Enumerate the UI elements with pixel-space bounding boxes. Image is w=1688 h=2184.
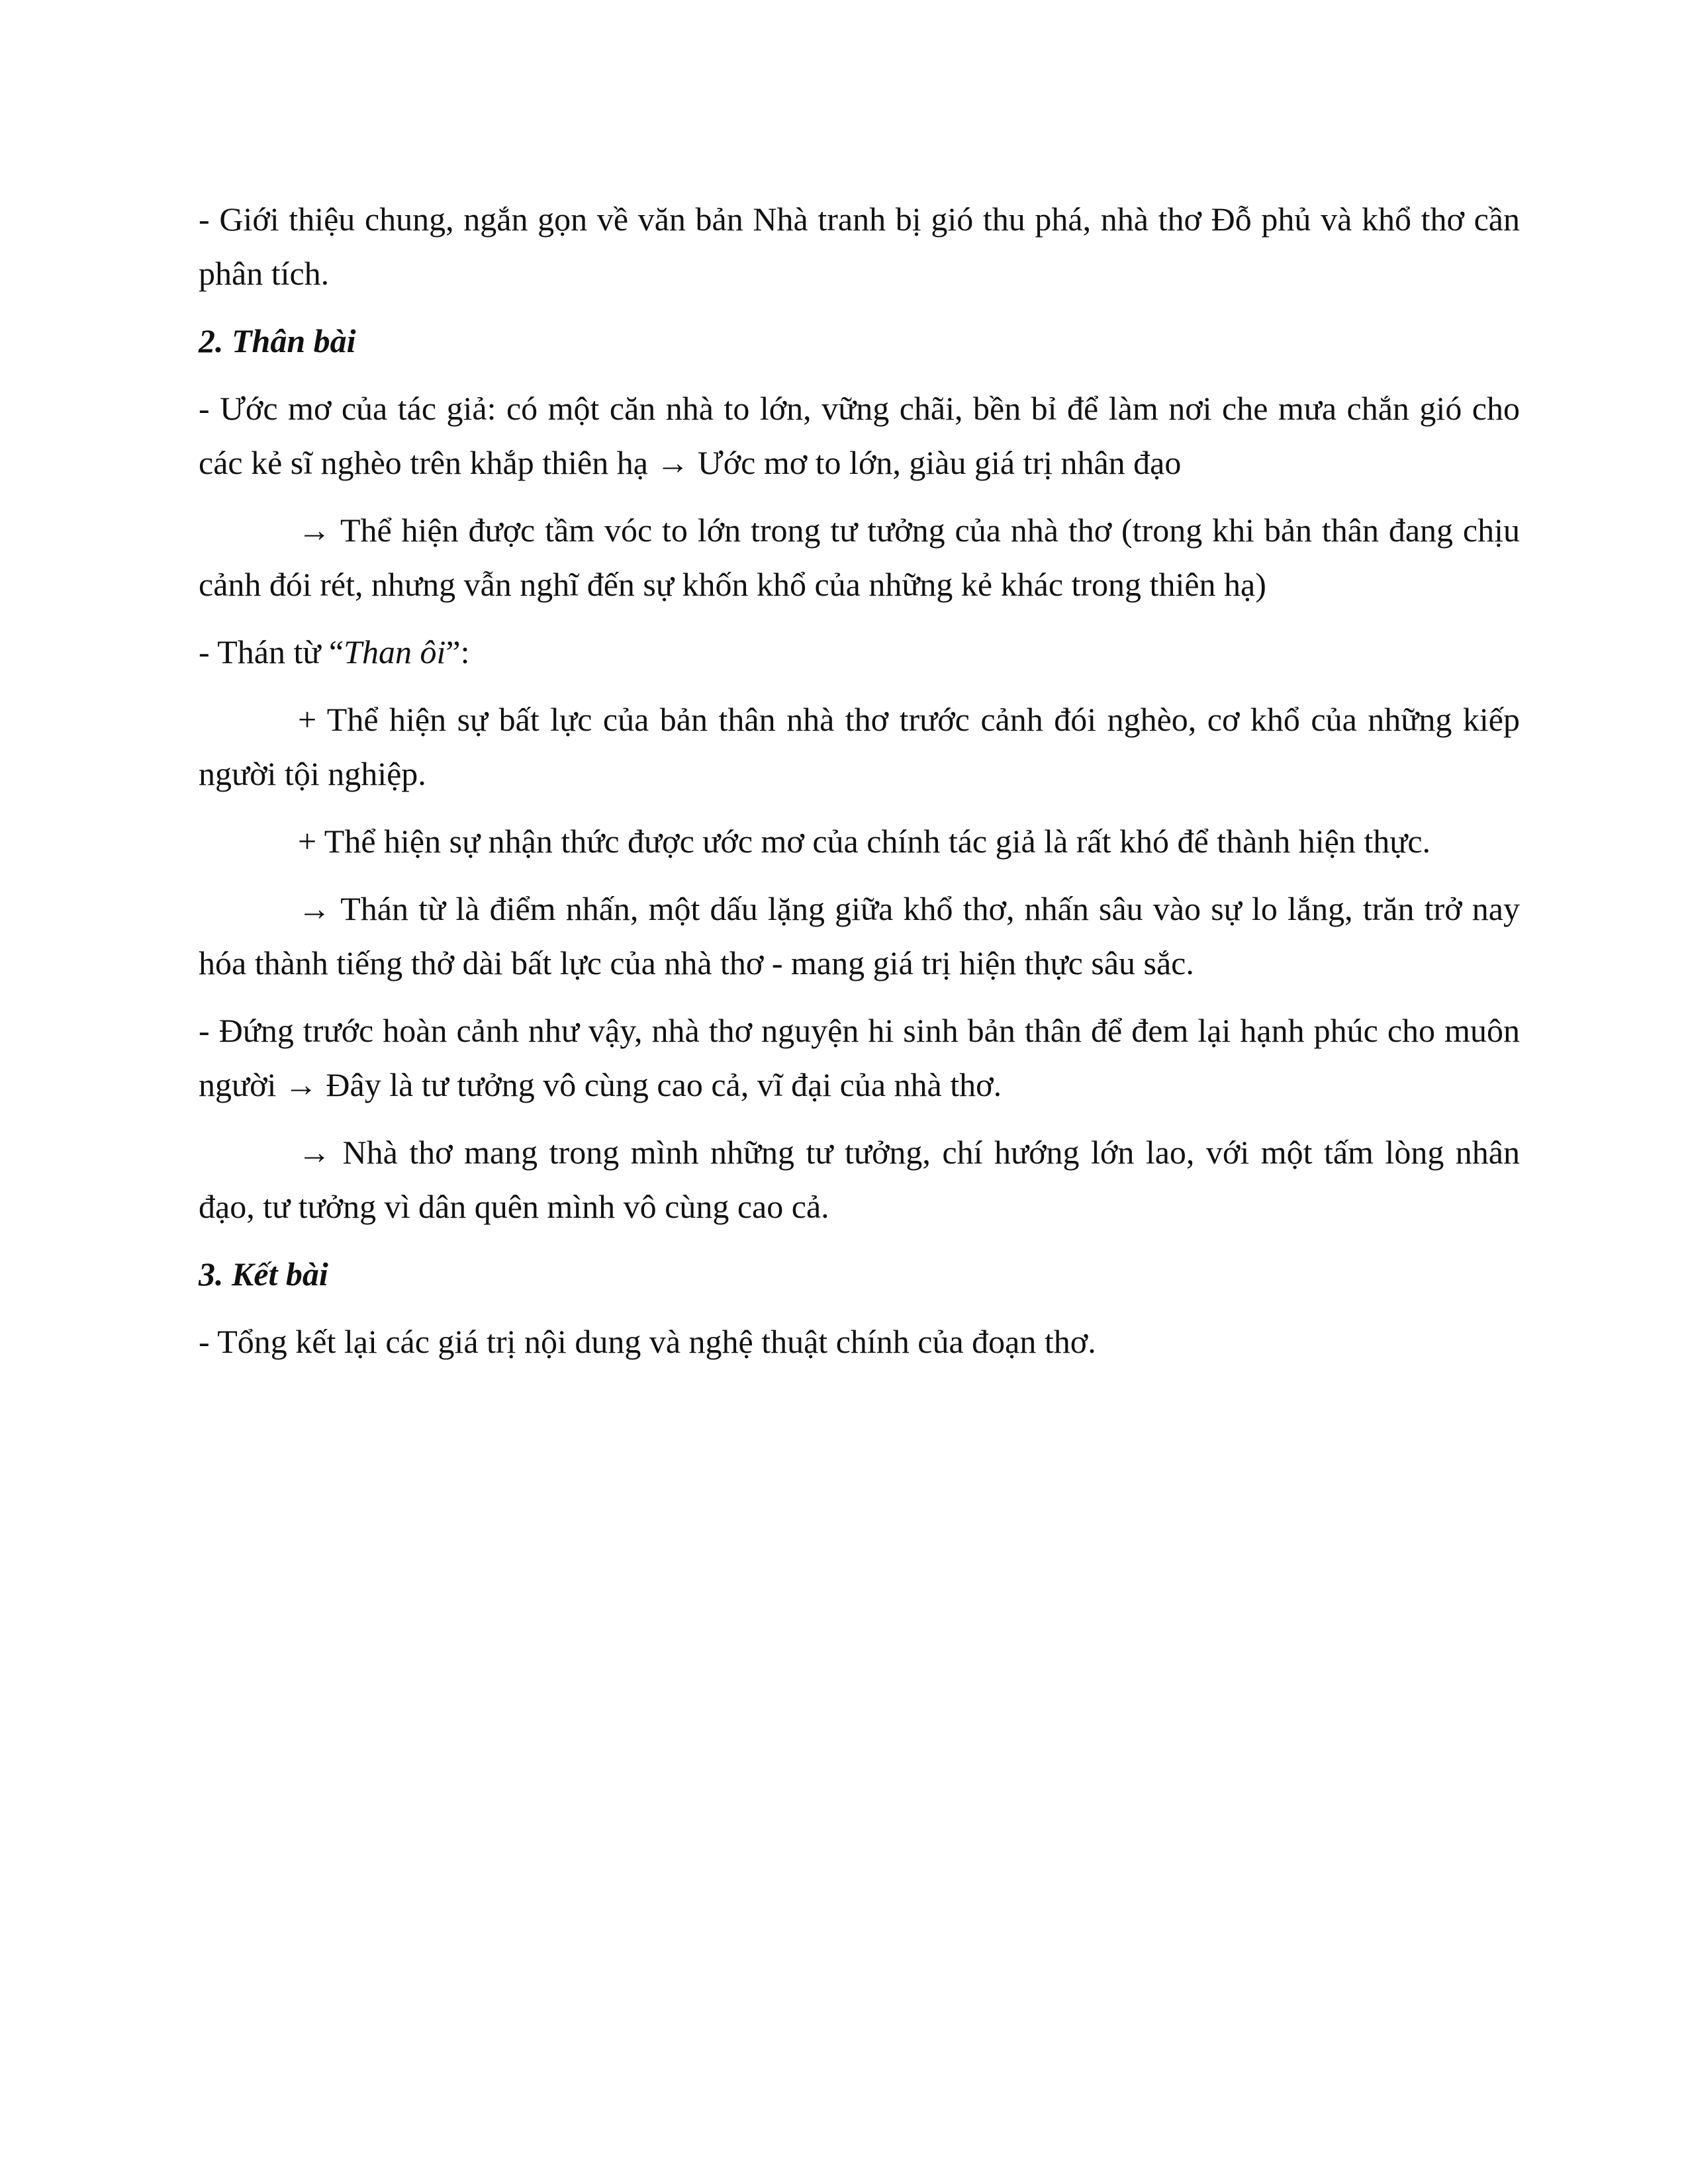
document-content — [199, 192, 1520, 1382]
body-paragraph-3 — [199, 625, 1520, 679]
body-paragraph-1: - Ước mơ của tác giả: có một căn nhà to lớn, vững chãi, bền bỉ để làm nơi che mưa chắn gió cho các kẻ sĩ nghèo trên khắp thiên hạ → Ước mơ to lớn, giàu giá trị nhân đạo — [199, 390, 1520, 481]
interjection-suffix: ”: — [445, 633, 470, 670]
interjection-word: Than ôi — [344, 633, 446, 670]
conclusion-heading: 3. Kết bài — [199, 1255, 328, 1293]
body-paragraph-6: → Thán từ là điểm nhấn, một dấu lặng giữa khổ thơ, nhấn sâu vào sự lo lắng, trăn trở nay hóa thành tiếng thở dài bất lực của nhà thơ - mang giá trị hiện thực sâu sắc. — [199, 890, 1520, 981]
body-heading: 2. Thân bài — [199, 322, 356, 359]
conclusion-paragraph: - Tổng kết lại các giá trị nội dung và nghệ thuật chính của đoạn thơ. — [199, 1323, 1096, 1360]
body-paragraph-8: → Nhà thơ mang trong mình những tư tưởng, chí hướng lớn lao, với một tấm lòng nhân đạo, tư tưởng vì dân quên mình vô cùng cao cả. — [199, 1134, 1520, 1225]
body-paragraph-7: - Đứng trước hoàn cảnh như vậy, nhà thơ nguyện hi sinh bản thân để đem lại hạnh phúc cho muôn người → Đây là tư tưởng vô cùng cao cả, vĩ đại của nhà thơ. — [199, 1012, 1520, 1103]
interjection-prefix: - Thán từ “ — [199, 633, 344, 670]
body-paragraph-2: → Thể hiện được tầm vóc to lớn trong tư tưởng của nhà thơ (trong khi bản thân đang chịu cảnh đói rét, nhưng vẫn nghĩ đến sự khốn khổ của những kẻ khác trong thiên hạ) — [199, 512, 1520, 603]
body-paragraph-4: + Thể hiện sự bất lực của bản thân nhà thơ trước cảnh đói nghèo, cơ khổ của những kiếp người tội nghiệp. — [199, 701, 1520, 792]
intro-paragraph: - Giới thiệu chung, ngắn gọn về văn bản Nhà tranh bị gió thu phá, nhà thơ Đỗ phủ và khổ thơ cần phân tích. — [199, 201, 1520, 292]
body-paragraph-5: + Thể hiện sự nhận thức được ước mơ của chính tác giả là rất khó để thành hiện thực. — [298, 823, 1431, 860]
